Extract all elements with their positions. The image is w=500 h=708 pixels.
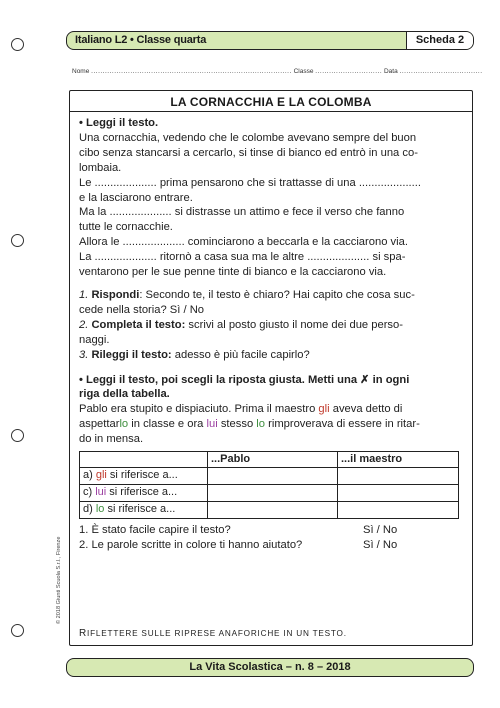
highlight-lui: lui xyxy=(206,418,218,431)
question-text: adesso è più facile capirlo? xyxy=(171,348,310,361)
question-1 xyxy=(79,288,464,303)
student-fields xyxy=(72,68,483,75)
note-initial: R xyxy=(79,628,88,639)
answer-cell-maestro[interactable] xyxy=(338,501,459,518)
story-line: La .................... ritornò a casa sua ma le altre .................... si spa- xyxy=(79,251,406,264)
task1-heading: • Leggi il testo. xyxy=(79,117,159,129)
row-prefix: d) xyxy=(83,503,96,516)
story-line: Allora le .................... cominciarono a beccarla e la cacciarono via. xyxy=(79,236,408,249)
story-title: LA CORNACCHIA E LA COLOMBA xyxy=(170,95,372,109)
text-fragment: rimproverava di essere in ritar- xyxy=(265,418,420,431)
text-fragment: aspettar xyxy=(79,418,120,431)
spacer xyxy=(79,363,464,373)
date-field[interactable]: .................................... xyxy=(399,68,483,75)
text-fragment: Pablo era stupito e dispiaciuto. Prima il maestro xyxy=(79,403,319,416)
footer-bar: La Vita Scolastica – n. 8 – 2018 xyxy=(66,658,474,677)
story-line: tutte le cornacchie. xyxy=(79,221,173,234)
task2-text-line: do in mensa. xyxy=(79,433,144,446)
question-number: 3. xyxy=(79,348,89,361)
binder-hole xyxy=(11,429,24,442)
answer-cell-pablo[interactable] xyxy=(208,467,338,484)
class-field[interactable]: ............................. xyxy=(315,68,383,75)
date-label: Data xyxy=(383,68,398,75)
task2-text-line xyxy=(79,402,464,417)
story-line: ventarono per le sue penne tinte di bianco e la cacciarono via. xyxy=(79,266,387,279)
question-text: scrivi al posto giusto il nome dei due perso- xyxy=(185,318,403,331)
question-keyword: Completa il testo: xyxy=(91,318,186,331)
question-keyword: Rileggi il testo: xyxy=(91,348,172,361)
name-label: Nome xyxy=(72,68,90,75)
final-question-row xyxy=(79,538,464,553)
binder-hole xyxy=(11,624,24,637)
row-prefix: a) xyxy=(83,469,96,482)
text-fragment: in classe e ora xyxy=(128,418,207,431)
question-keyword: Rispondi xyxy=(91,288,140,301)
sheet-label: Scheda 2 xyxy=(407,32,473,49)
highlight-lo: lo xyxy=(119,418,129,431)
highlight-gli: gli xyxy=(318,403,330,416)
question-number: 2. xyxy=(79,318,89,331)
question-text: : Secondo te, il testo è chiaro? Hai capito che cosa suc- xyxy=(139,288,415,301)
table-header-pablo: ...Pablo xyxy=(208,452,338,468)
final-question-text: 2. Le parole scritte in colore ti hanno aiutato? xyxy=(79,538,303,551)
question-2-cont: naggi. xyxy=(79,333,110,346)
spacer xyxy=(79,280,464,288)
story-line: cibo senza stancarsi a cercarlo, si tinse di bianco ed entrò in una co- xyxy=(79,146,418,159)
table-header-cell xyxy=(80,452,208,468)
note-text: IFLETTERE SULLE RIPRESE ANAFORICHE IN UN TESTO. xyxy=(87,629,347,638)
binder-hole xyxy=(11,234,24,247)
final-question-row xyxy=(79,523,464,538)
class-label: Classe xyxy=(293,68,314,75)
title-bar xyxy=(70,91,472,112)
question-2 xyxy=(79,318,464,333)
answer-cell-pablo[interactable] xyxy=(208,484,338,501)
story-line: Ma la .................... si distrasse un attimo e fece il verso che fanno xyxy=(79,206,405,219)
worksheet-box xyxy=(69,90,473,646)
binder-hole xyxy=(11,38,24,51)
question-number: 1. xyxy=(79,288,89,301)
copyright-notice: © 2018 Giunti Scuola S.r.l., Firenze xyxy=(56,536,62,624)
story-line: Le .................... prima pensarono che si trattasse di una .................... xyxy=(79,176,421,189)
answer-cell-maestro[interactable] xyxy=(338,467,459,484)
table-row xyxy=(80,501,459,518)
row-word: lui xyxy=(95,486,107,499)
task2-heading: • Leggi il testo, poi scegli la riposta giusta. Metti una ✗ in ogni xyxy=(79,373,410,386)
row-suffix: si riferisce a... xyxy=(104,503,176,516)
story-line: Una cornacchia, vedendo che le colombe avevano sempre del buon xyxy=(79,131,417,144)
final-question-answer[interactable]: Sì / No xyxy=(363,523,398,536)
row-suffix: si riferisce a... xyxy=(106,486,178,499)
text-fragment: stesso xyxy=(217,418,257,431)
worksheet-content xyxy=(79,116,464,553)
row-label xyxy=(80,467,208,484)
table-row xyxy=(80,467,459,484)
answer-cell-pablo[interactable] xyxy=(208,501,338,518)
header-bar xyxy=(66,31,474,50)
row-label xyxy=(80,501,208,518)
answer-cell-maestro[interactable] xyxy=(338,484,459,501)
story-line: lombaia. xyxy=(79,161,122,174)
task2-text-line xyxy=(79,417,464,432)
answer-table xyxy=(79,451,459,519)
question-3 xyxy=(79,348,464,363)
table-header-row xyxy=(80,452,459,468)
task2-heading-cont: riga della tabella. xyxy=(79,388,170,401)
highlight-lo: lo xyxy=(256,418,265,431)
row-word: lo xyxy=(95,503,105,516)
row-word: gli xyxy=(95,469,107,482)
final-question-answer[interactable]: Sì / No xyxy=(363,538,398,551)
final-question-text: 1. È stato facile capire il testo? xyxy=(79,523,231,536)
header-title: Italiano L2 • Classe quarta xyxy=(75,34,207,46)
row-suffix: si riferisce a... xyxy=(106,469,178,482)
row-label xyxy=(80,484,208,501)
row-prefix: c) xyxy=(83,486,96,499)
teacher-note xyxy=(79,628,347,639)
table-row xyxy=(80,484,459,501)
text-fragment: aveva detto di xyxy=(329,403,403,416)
table-header-maestro: ...il maestro xyxy=(338,452,459,468)
name-field[interactable]: ....................................................................................... xyxy=(91,68,292,75)
story-line: e la lasciarono entrare. xyxy=(79,191,193,204)
question-1-cont: cede nella storia? Sì / No xyxy=(79,303,204,316)
